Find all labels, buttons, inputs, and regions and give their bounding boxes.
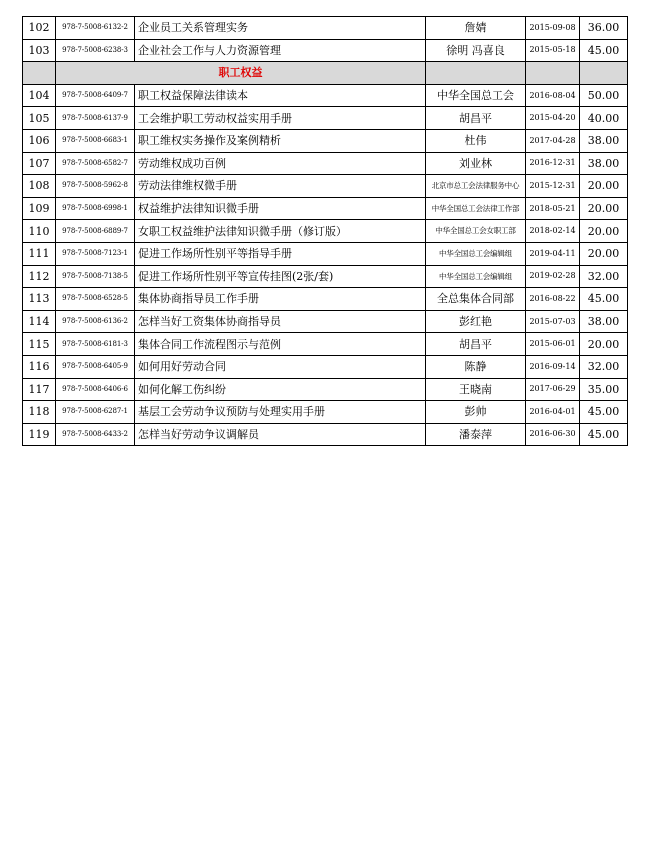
- book-title-cell: 职工维权实务操作及案例精析: [135, 129, 426, 152]
- publish-date-cell: 2016-06-30: [526, 423, 580, 446]
- publish-date-cell: 2017-06-29: [526, 378, 580, 401]
- author-cell: 徐明 冯喜良: [426, 39, 526, 62]
- row-number: 115: [23, 333, 56, 356]
- row-number: 107: [23, 152, 56, 175]
- publish-date-cell: 2017-04-28: [526, 129, 580, 152]
- price-cell: 45.00: [580, 39, 628, 62]
- book-row: [23, 423, 628, 446]
- row-number: 105: [23, 107, 56, 130]
- book-title-cell: 劳动法律维权微手册: [135, 175, 426, 198]
- price-cell: 36.00: [580, 17, 628, 40]
- author-cell: 胡昌平: [426, 107, 526, 130]
- book-title-cell: 劳动维权成功百例: [135, 152, 426, 175]
- category-blank-cell: [526, 62, 580, 85]
- author-cell: 王晓南: [426, 378, 526, 401]
- publish-date-cell: 2015-04-20: [526, 107, 580, 130]
- book-row: [23, 17, 628, 40]
- isbn-cell: 978-7-5008-6433-2: [56, 423, 135, 446]
- book-row: [23, 84, 628, 107]
- author-cell: 胡昌平: [426, 333, 526, 356]
- isbn-cell: 978-7-5008-7123-1: [56, 242, 135, 265]
- row-number: 108: [23, 175, 56, 198]
- publish-date-cell: 2016-08-22: [526, 288, 580, 311]
- row-number: 106: [23, 129, 56, 152]
- book-title-cell: 促进工作场所性别平等宣传挂图(2张/套): [135, 265, 426, 288]
- author-cell: 北京市总工会法律服务中心: [426, 175, 526, 198]
- isbn-cell: 978-7-5008-6406-6: [56, 378, 135, 401]
- price-cell: 32.00: [580, 355, 628, 378]
- author-cell: 潘泰萍: [426, 423, 526, 446]
- isbn-cell: 978-7-5008-6528-5: [56, 288, 135, 311]
- row-number: 113: [23, 288, 56, 311]
- price-cell: 50.00: [580, 84, 628, 107]
- isbn-cell: 978-7-5008-6998-1: [56, 197, 135, 220]
- category-title: 职工权益: [56, 62, 426, 85]
- isbn-cell: 978-7-5008-6287-1: [56, 401, 135, 424]
- publish-date-cell: 2016-09-14: [526, 355, 580, 378]
- price-cell: 20.00: [580, 197, 628, 220]
- author-cell: 彭红艳: [426, 310, 526, 333]
- price-cell: 40.00: [580, 107, 628, 130]
- row-number: 104: [23, 84, 56, 107]
- author-cell: 中华全国总工会编辑组: [426, 265, 526, 288]
- publish-date-cell: 2019-02-28: [526, 265, 580, 288]
- book-row: [23, 288, 628, 311]
- author-cell: 中华全国总工会编辑组: [426, 242, 526, 265]
- isbn-cell: 978-7-5008-7138-5: [56, 265, 135, 288]
- price-cell: 35.00: [580, 378, 628, 401]
- row-number: 119: [23, 423, 56, 446]
- book-title-cell: 工会维护职工劳动权益实用手册: [135, 107, 426, 130]
- author-cell: 全总集体合同部: [426, 288, 526, 311]
- publish-date-cell: 2015-07-03: [526, 310, 580, 333]
- publish-date-cell: 2015-05-18: [526, 39, 580, 62]
- book-row: [23, 175, 628, 198]
- row-number: 102: [23, 17, 56, 40]
- book-title-cell: 怎样当好劳动争议调解员: [135, 423, 426, 446]
- price-cell: 45.00: [580, 423, 628, 446]
- isbn-cell: 978-7-5008-6582-7: [56, 152, 135, 175]
- book-title-cell: 如何化解工伤纠纷: [135, 378, 426, 401]
- author-cell: 中华全国总工会: [426, 84, 526, 107]
- row-number: 111: [23, 242, 56, 265]
- publish-date-cell: 2015-12-31: [526, 175, 580, 198]
- publish-date-cell: 2015-09-08: [526, 17, 580, 40]
- price-cell: 20.00: [580, 220, 628, 243]
- author-cell: 杜伟: [426, 129, 526, 152]
- price-cell: 20.00: [580, 333, 628, 356]
- book-list-table: [22, 16, 628, 446]
- book-row: [23, 220, 628, 243]
- row-number: 112: [23, 265, 56, 288]
- author-cell: 陈静: [426, 355, 526, 378]
- price-cell: 20.00: [580, 242, 628, 265]
- publish-date-cell: 2016-12-31: [526, 152, 580, 175]
- book-row: [23, 152, 628, 175]
- row-number: 114: [23, 310, 56, 333]
- book-row: [23, 310, 628, 333]
- book-title-cell: 集体协商指导员工作手册: [135, 288, 426, 311]
- book-list-body: [23, 17, 628, 446]
- book-title-cell: 职工权益保障法律读本: [135, 84, 426, 107]
- author-cell: 詹婧: [426, 17, 526, 40]
- author-cell: 彭帅: [426, 401, 526, 424]
- row-number: 110: [23, 220, 56, 243]
- isbn-cell: 978-7-5008-6238-3: [56, 39, 135, 62]
- book-row: [23, 242, 628, 265]
- book-title-cell: 企业社会工作与人力资源管理: [135, 39, 426, 62]
- publish-date-cell: 2016-04-01: [526, 401, 580, 424]
- book-title-cell: 怎样当好工资集体协商指导员: [135, 310, 426, 333]
- row-number: 117: [23, 378, 56, 401]
- book-title-cell: 女职工权益维护法律知识微手册（修订版）: [135, 220, 426, 243]
- publish-date-cell: 2018-02-14: [526, 220, 580, 243]
- isbn-cell: 978-7-5008-6136-2: [56, 310, 135, 333]
- price-cell: 32.00: [580, 265, 628, 288]
- isbn-cell: 978-7-5008-6889-7: [56, 220, 135, 243]
- price-cell: 45.00: [580, 288, 628, 311]
- row-number: 109: [23, 197, 56, 220]
- price-cell: 38.00: [580, 310, 628, 333]
- book-title-cell: 企业员工关系管理实务: [135, 17, 426, 40]
- isbn-cell: 978-7-5008-6409-7: [56, 84, 135, 107]
- publish-date-cell: 2015-06-01: [526, 333, 580, 356]
- price-cell: 45.00: [580, 401, 628, 424]
- book-row: [23, 378, 628, 401]
- book-title-cell: 促进工作场所性别平等指导手册: [135, 242, 426, 265]
- book-row: [23, 265, 628, 288]
- price-cell: 38.00: [580, 129, 628, 152]
- row-number: 118: [23, 401, 56, 424]
- publish-date-cell: 2019-04-11: [526, 242, 580, 265]
- publish-date-cell: 2018-05-21: [526, 197, 580, 220]
- book-row: [23, 107, 628, 130]
- author-cell: 刘业林: [426, 152, 526, 175]
- row-number: 116: [23, 355, 56, 378]
- book-row: [23, 197, 628, 220]
- isbn-cell: 978-7-5008-6132-2: [56, 17, 135, 40]
- row-number: 103: [23, 39, 56, 62]
- isbn-cell: 978-7-5008-5962-8: [56, 175, 135, 198]
- isbn-cell: 978-7-5008-6683-1: [56, 129, 135, 152]
- category-blank-cell: [426, 62, 526, 85]
- author-cell: 中华全国总工会女职工部: [426, 220, 526, 243]
- book-title-cell: 如何用好劳动合同: [135, 355, 426, 378]
- book-title-cell: 集体合同工作流程图示与范例: [135, 333, 426, 356]
- isbn-cell: 978-7-5008-6405-9: [56, 355, 135, 378]
- author-cell: 中华全国总工会法律工作部: [426, 197, 526, 220]
- price-cell: 20.00: [580, 175, 628, 198]
- book-title-cell: 权益维护法律知识微手册: [135, 197, 426, 220]
- isbn-cell: 978-7-5008-6181-3: [56, 333, 135, 356]
- isbn-cell: 978-7-5008-6137-9: [56, 107, 135, 130]
- book-row: [23, 401, 628, 424]
- book-row: [23, 129, 628, 152]
- book-title-cell: 基层工会劳动争议预防与处理实用手册: [135, 401, 426, 424]
- category-blank-cell: [23, 62, 56, 85]
- book-row: [23, 333, 628, 356]
- category-blank-cell: [580, 62, 628, 85]
- book-row: [23, 355, 628, 378]
- book-row: [23, 39, 628, 62]
- publish-date-cell: 2016-08-04: [526, 84, 580, 107]
- price-cell: 38.00: [580, 152, 628, 175]
- category-row: [23, 62, 628, 85]
